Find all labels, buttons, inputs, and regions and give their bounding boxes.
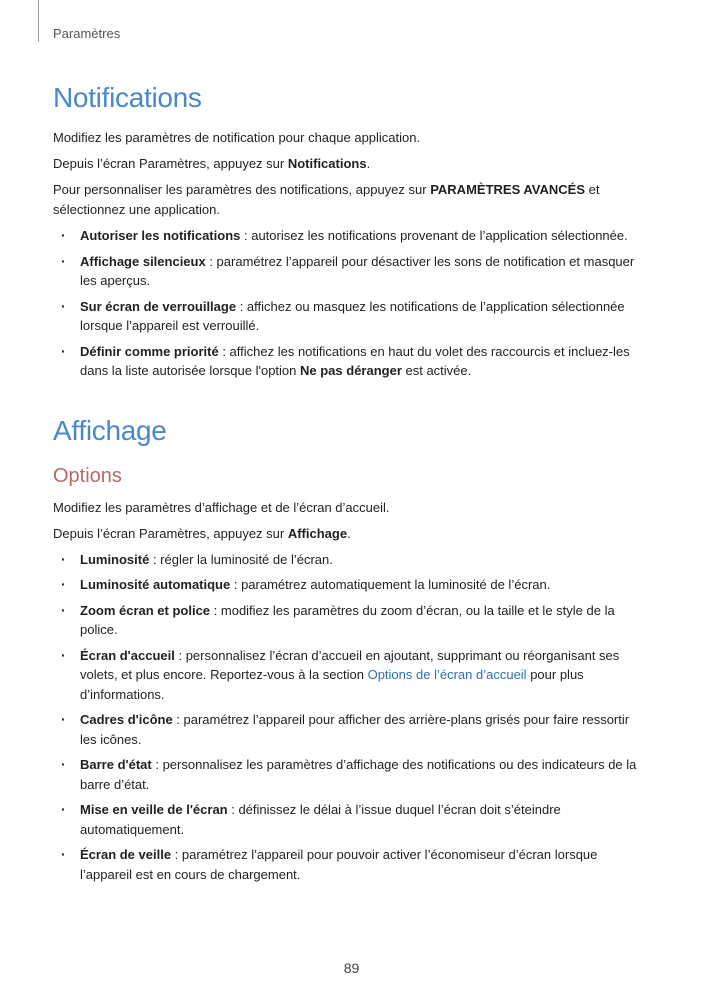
list-item: · Barre d'état : personnalisez les paramètres d’affichage des notifications ou des indicateurs de la barre d’état. [53,755,648,794]
page-content [53,82,648,890]
list-item: · Luminosité : régler la luminosité de l’écran. [53,550,648,570]
breadcrumb: Paramètres [53,26,121,41]
list-item: · Cadres d'icône : paramétrez l’appareil pour afficher des arrière-plans grisés pour faire ressortir les icônes. [53,710,648,749]
home-screen-options-link[interactable]: Options de l’écran d’accueil [367,667,527,682]
affichage-title: Affichage [53,414,167,446]
notifications-intro: Modifiez les paramètres de notification pour chaque application. [53,130,421,145]
notifications-path: Depuis l’écran Paramètres, appuyez sur Notifications. [53,156,371,171]
list-item: · Définir comme priorité : affichez les notifications en haut du volet des raccourcis et incluez-les dans la liste autorisée lorsque l'option Ne pas déranger est activée. [53,342,648,381]
page-number: 89 [343,960,360,976]
list-item: · Autoriser les notifications : autorisez les notifications provenant de l’application sélectionnée. [53,226,648,246]
list-item: · Mise en veille de l'écran : définissez le délai à l’issue duquel l’écran doit s’éteindre automatiquement. [53,800,648,839]
list-item: · Écran de veille : paramétrez l’appareil pour pouvoir activer l’économiseur d’écran lorsque l’appareil est en cours de chargement. [53,845,648,884]
list-item: · Zoom écran et police : modifiez les paramètres du zoom d’écran, ou la taille et le style de la police. [53,601,648,640]
notifications-options-list [53,226,648,381]
header-divider [38,0,39,42]
options-subtitle: Options [53,464,122,487]
affichage-options-list [53,550,648,885]
notifications-title: Notifications [53,82,202,113]
affichage-intro: Modifiez les paramètres d’affichage et de l’écran d’accueil. [53,499,390,515]
list-item: · Luminosité automatique : paramétrez automatiquement la luminosité de l’écran. [53,575,648,595]
list-item: · Écran d'accueil : personnalisez l’écran d’accueil en ajoutant, supprimant ou réorganisant ses volets, et plus encore. Reportez-vous à la section Options de l’écran d’accueil pour plus d’informations. [53,646,648,705]
notifications-custom: Pour personnaliser les paramètres des notifications, appuyez sur PARAMÈTRES AVANCÉS et sélectionnez une application. [53,182,600,217]
affichage-path: Depuis l’écran Paramètres, appuyez sur Affichage. [53,525,351,541]
list-item: · Sur écran de verrouillage : affichez ou masquez les notifications de l’application sélectionnée lorsque l’appareil est verrouillé. [53,297,648,336]
list-item: · Affichage silencieux : paramétrez l’appareil pour désactiver les sons de notification et masquer les aperçus. [53,252,648,291]
